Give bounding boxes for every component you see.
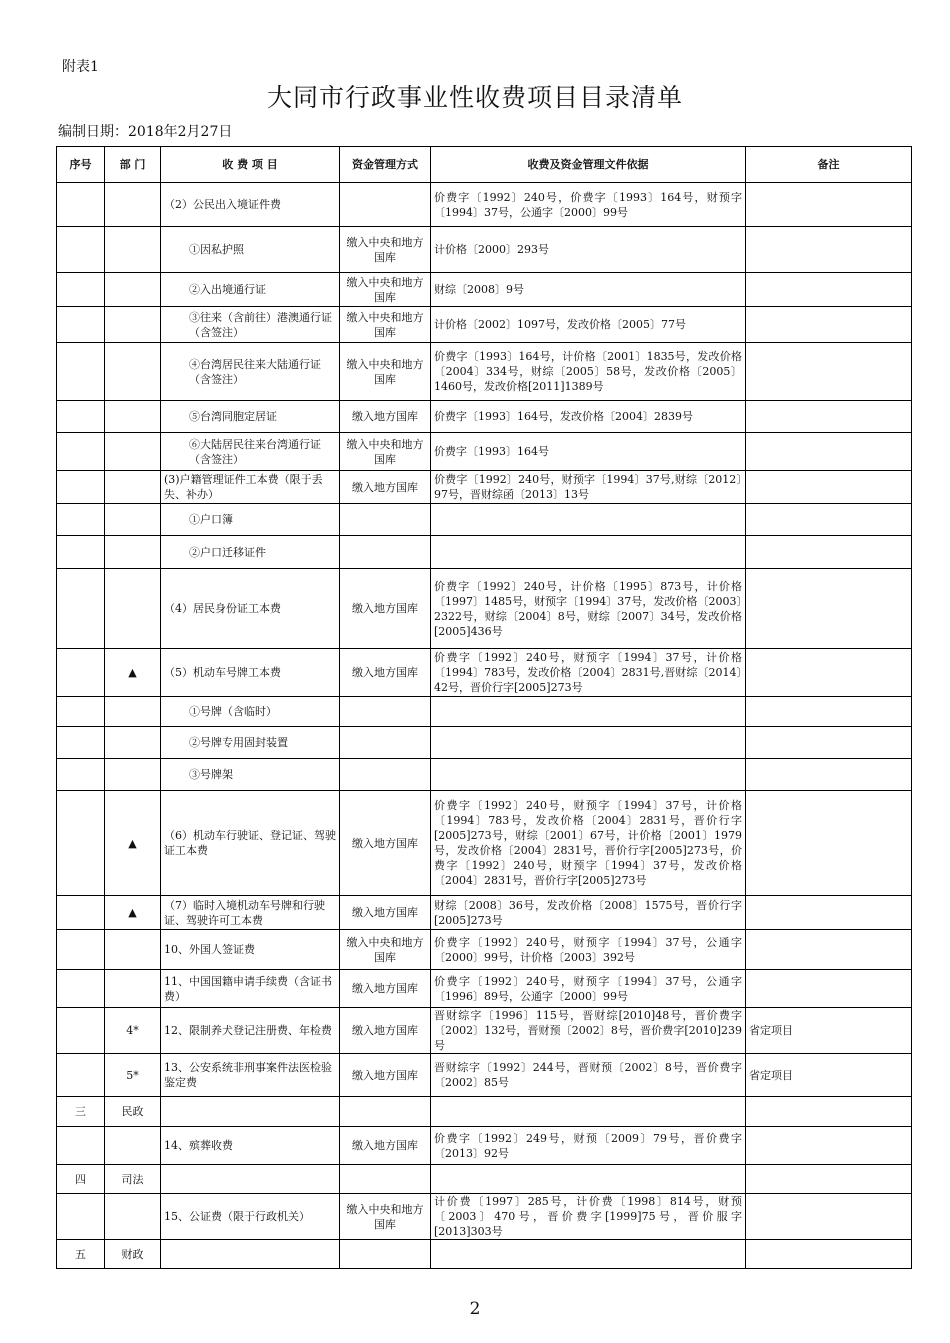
cell-note bbox=[746, 759, 912, 791]
cell-dept: ▲ bbox=[105, 896, 161, 930]
cell-basis bbox=[431, 504, 746, 536]
cell-fund: 缴入中央和地方国库 bbox=[340, 227, 431, 273]
cell-basis: 晋财综字〔1992〕244号，晋财预〔2002〕8号，晋价费字〔2002〕85号 bbox=[431, 1054, 746, 1097]
cell-note bbox=[746, 930, 912, 970]
cell-fund: 缴入地方国库 bbox=[340, 401, 431, 433]
cell-fund: 缴入地方国库 bbox=[340, 791, 431, 896]
cell-seq bbox=[57, 273, 105, 307]
cell-basis bbox=[431, 759, 746, 791]
cell-fund: 缴入中央和地方国库 bbox=[340, 930, 431, 970]
cell-seq bbox=[57, 227, 105, 273]
table-row bbox=[57, 569, 912, 649]
cell-item: ①户口簿 bbox=[161, 504, 340, 536]
cell-seq: 三 bbox=[57, 1097, 105, 1127]
cell-note bbox=[746, 536, 912, 569]
cell-dept bbox=[105, 970, 161, 1008]
cell-basis: 财综〔2008〕9号 bbox=[431, 273, 746, 307]
cell-fund: 缴入地方国库 bbox=[340, 1054, 431, 1097]
cell-basis bbox=[431, 536, 746, 569]
cell-item: ⑤台湾同胞定居证 bbox=[161, 401, 340, 433]
compile-date: 编制日期：2018年2月27日 bbox=[58, 124, 233, 140]
cell-item: （2）公民出入境证件费 bbox=[161, 183, 340, 227]
cell-item: 14、殡葬收费 bbox=[161, 1127, 340, 1165]
cell-basis: 价费字〔1992〕240号，财预字〔1994〕37号,财综〔2012〕97号，晋财综函〔2013〕13号 bbox=[431, 471, 746, 504]
cell-basis: 价费字〔1992〕240号，价费字〔1993〕164号，财预字〔1994〕37号，公通字〔2000〕99号 bbox=[431, 183, 746, 227]
cell-seq bbox=[57, 471, 105, 504]
table-row bbox=[57, 896, 912, 930]
cell-seq: 四 bbox=[57, 1165, 105, 1194]
cell-seq bbox=[57, 649, 105, 697]
cell-note bbox=[746, 727, 912, 759]
table-row bbox=[57, 1054, 912, 1097]
cell-note bbox=[746, 697, 912, 727]
cell-basis: 价费字〔1992〕240号，财预字〔1994〕37号，计价格〔1994〕783号，发改价格〔2004〕2831号，晋价行字[2005]273号，财综〔2001〕67号，计价格〔2001〕1979号，发改价格〔2004〕2831号，晋价行字[2005]273号，价费字〔1992〕240号，财预字〔1994〕37号，发改价格〔2004〕2831号，晋价行字[2005]273号 bbox=[431, 791, 746, 896]
cell-seq bbox=[57, 1127, 105, 1165]
table-row bbox=[57, 536, 912, 569]
cell-basis bbox=[431, 1165, 746, 1194]
cell-note bbox=[746, 1165, 912, 1194]
cell-item: 12、限制养犬登记注册费、年检费 bbox=[161, 1008, 340, 1054]
cell-item: ②入出境通行证 bbox=[161, 273, 340, 307]
cell-seq bbox=[57, 1054, 105, 1097]
cell-note bbox=[746, 1127, 912, 1165]
cell-item: 15、公证费（限于行政机关） bbox=[161, 1194, 340, 1240]
table-header-row bbox=[57, 147, 912, 183]
cell-item: 11、中国国籍申请手续费（含证书费） bbox=[161, 970, 340, 1008]
cell-basis: 价费字〔1992〕240号，财预字〔1994〕37号，计价格〔1994〕783号，发改价格〔2004〕2831号,晋财综〔2014〕42号，晋价行字[2005]273号 bbox=[431, 649, 746, 697]
cell-note: 省定项目 bbox=[746, 1054, 912, 1097]
cell-fund bbox=[340, 504, 431, 536]
table-row bbox=[57, 504, 912, 536]
table-row bbox=[57, 343, 912, 401]
cell-note bbox=[746, 227, 912, 273]
cell-basis bbox=[431, 1240, 746, 1269]
cell-seq bbox=[57, 569, 105, 649]
cell-note: 省定项目 bbox=[746, 1008, 912, 1054]
cell-fund bbox=[340, 1097, 431, 1127]
cell-basis: 价费字〔1992〕249号，财预〔2009〕79号，晋价费字〔2013〕92号 bbox=[431, 1127, 746, 1165]
cell-fund: 缴入中央和地方国库 bbox=[340, 307, 431, 343]
cell-dept: 财政 bbox=[105, 1240, 161, 1269]
col-header-dept: 部 门 bbox=[105, 147, 161, 183]
cell-note bbox=[746, 791, 912, 896]
cell-seq bbox=[57, 1008, 105, 1054]
cell-dept bbox=[105, 273, 161, 307]
cell-note bbox=[746, 1240, 912, 1269]
cell-item: ②户口迁移证件 bbox=[161, 536, 340, 569]
page-number: 2 bbox=[469, 1299, 481, 1319]
cell-item: ⑥大陆居民往来台湾通行证（含签注） bbox=[161, 433, 340, 471]
cell-seq bbox=[57, 1194, 105, 1240]
cell-fund: 缴入地方国库 bbox=[340, 569, 431, 649]
cell-item: ③号牌架 bbox=[161, 759, 340, 791]
cell-fund bbox=[340, 697, 431, 727]
cell-item: （5）机动车号牌工本费 bbox=[161, 649, 340, 697]
page-title: 大同市行政事业性收费项目目录清单 bbox=[266, 83, 683, 112]
table-row bbox=[57, 791, 912, 896]
cell-item: 13、公安系统非刑事案件法医检验鉴定费 bbox=[161, 1054, 340, 1097]
cell-seq bbox=[57, 433, 105, 471]
cell-basis: 价费字〔1993〕164号 bbox=[431, 433, 746, 471]
cell-dept: 5* bbox=[105, 1054, 161, 1097]
cell-dept: 4* bbox=[105, 1008, 161, 1054]
table-row bbox=[57, 1194, 912, 1240]
cell-fund: 缴入地方国库 bbox=[340, 471, 431, 504]
cell-dept bbox=[105, 1127, 161, 1165]
cell-seq bbox=[57, 759, 105, 791]
cell-item: （7）临时入境机动车号牌和行驶证、驾驶许可工本费 bbox=[161, 896, 340, 930]
table-row bbox=[57, 727, 912, 759]
cell-note bbox=[746, 471, 912, 504]
cell-seq bbox=[57, 970, 105, 1008]
cell-fund: 缴入地方国库 bbox=[340, 1127, 431, 1165]
cell-dept: ▲ bbox=[105, 791, 161, 896]
cell-item bbox=[161, 1240, 340, 1269]
cell-dept bbox=[105, 504, 161, 536]
cell-item: ②号牌专用固封装置 bbox=[161, 727, 340, 759]
table-row bbox=[57, 471, 912, 504]
cell-basis: 计价格〔2002〕1097号，发改价格〔2005〕77号 bbox=[431, 307, 746, 343]
cell-dept bbox=[105, 759, 161, 791]
cell-fund: 缴入地方国库 bbox=[340, 970, 431, 1008]
cell-fund bbox=[340, 1165, 431, 1194]
cell-item: ③往来（含前往）港澳通行证（含签注） bbox=[161, 307, 340, 343]
cell-item: ①号牌（含临时） bbox=[161, 697, 340, 727]
cell-basis: 价费字〔1992〕240号，财预字〔1994〕37号，公通字〔1996〕89号，公通字〔2000〕99号 bbox=[431, 970, 746, 1008]
cell-note bbox=[746, 504, 912, 536]
cell-dept bbox=[105, 227, 161, 273]
cell-dept bbox=[105, 307, 161, 343]
cell-item: ①因私护照 bbox=[161, 227, 340, 273]
cell-item: 10、外国人签证费 bbox=[161, 930, 340, 970]
cell-basis: 价费字〔1993〕164号，发改价格〔2004〕2839号 bbox=[431, 401, 746, 433]
cell-fund bbox=[340, 759, 431, 791]
cell-note bbox=[746, 896, 912, 930]
cell-seq bbox=[57, 697, 105, 727]
cell-dept: 司法 bbox=[105, 1165, 161, 1194]
cell-dept bbox=[105, 343, 161, 401]
cell-dept: 民政 bbox=[105, 1097, 161, 1127]
cell-note bbox=[746, 343, 912, 401]
cell-seq bbox=[57, 930, 105, 970]
cell-dept bbox=[105, 433, 161, 471]
cell-seq bbox=[57, 504, 105, 536]
table-row bbox=[57, 273, 912, 307]
col-header-basis: 收费及资金管理文件依据 bbox=[431, 147, 746, 183]
cell-item: ④台湾居民往来大陆通行证（含签注） bbox=[161, 343, 340, 401]
table-row bbox=[57, 307, 912, 343]
cell-note bbox=[746, 649, 912, 697]
cell-dept bbox=[105, 536, 161, 569]
table-row bbox=[57, 697, 912, 727]
cell-basis bbox=[431, 727, 746, 759]
cell-note bbox=[746, 970, 912, 1008]
fee-catalog-table bbox=[56, 146, 912, 1269]
cell-note bbox=[746, 273, 912, 307]
cell-basis bbox=[431, 697, 746, 727]
table-row bbox=[57, 649, 912, 697]
col-header-item: 收 费 项 目 bbox=[161, 147, 340, 183]
cell-fund bbox=[340, 727, 431, 759]
cell-dept bbox=[105, 727, 161, 759]
cell-seq bbox=[57, 791, 105, 896]
cell-note bbox=[746, 569, 912, 649]
table-row bbox=[57, 1127, 912, 1165]
cell-basis bbox=[431, 1097, 746, 1127]
cell-basis: 财综〔2008〕36号，发改价格〔2008〕1575号，晋价行字[2005]273号 bbox=[431, 896, 746, 930]
cell-note bbox=[746, 183, 912, 227]
cell-dept bbox=[105, 183, 161, 227]
col-header-fund: 资金管理方式 bbox=[340, 147, 431, 183]
cell-note bbox=[746, 307, 912, 343]
cell-item: （4）居民身份证工本费 bbox=[161, 569, 340, 649]
table-row bbox=[57, 183, 912, 227]
cell-item: （6）机动车行驶证、登记证、驾驶证工本费 bbox=[161, 791, 340, 896]
cell-basis: 计价费〔1997〕285号，计价费〔1998〕814号，财预〔2003〕470号，晋价费字[1999]75号，晋价服字[2013]303号 bbox=[431, 1194, 746, 1240]
table-row bbox=[57, 227, 912, 273]
cell-seq bbox=[57, 401, 105, 433]
cell-item bbox=[161, 1165, 340, 1194]
cell-item bbox=[161, 1097, 340, 1127]
cell-dept bbox=[105, 697, 161, 727]
cell-dept bbox=[105, 1194, 161, 1240]
cell-fund bbox=[340, 536, 431, 569]
table-row bbox=[57, 970, 912, 1008]
cell-item: (3)户籍管理证件工本费（限于丢失、补办） bbox=[161, 471, 340, 504]
cell-dept bbox=[105, 569, 161, 649]
cell-basis: 价费字〔1992〕240号，财预字〔1994〕37号，公通字〔2000〕99号，计价格〔2003〕392号 bbox=[431, 930, 746, 970]
col-header-note: 备注 bbox=[746, 147, 912, 183]
cell-fund: 缴入中央和地方国库 bbox=[340, 273, 431, 307]
cell-dept bbox=[105, 471, 161, 504]
cell-basis: 计价格〔2000〕293号 bbox=[431, 227, 746, 273]
cell-note bbox=[746, 433, 912, 471]
table-row bbox=[57, 1240, 912, 1269]
cell-seq bbox=[57, 727, 105, 759]
table-row bbox=[57, 433, 912, 471]
cell-dept bbox=[105, 401, 161, 433]
cell-note bbox=[746, 1194, 912, 1240]
cell-seq bbox=[57, 183, 105, 227]
cell-fund bbox=[340, 183, 431, 227]
cell-dept: ▲ bbox=[105, 649, 161, 697]
cell-seq bbox=[57, 307, 105, 343]
cell-fund: 缴入地方国库 bbox=[340, 649, 431, 697]
attachment-label: 附表1 bbox=[62, 59, 99, 75]
cell-seq bbox=[57, 536, 105, 569]
cell-basis: 价费字〔1992〕240号，计价格〔1995〕873号，计价格〔1997〕1485号，财预字〔1994〕37号，发改价格〔2003〕2322号，财综〔2004〕8号，财综〔2007〕34号，发改价格[2005]436号 bbox=[431, 569, 746, 649]
cell-fund: 缴入中央和地方国库 bbox=[340, 1194, 431, 1240]
cell-note bbox=[746, 1097, 912, 1127]
table-row bbox=[57, 1165, 912, 1194]
cell-note bbox=[746, 401, 912, 433]
table-row bbox=[57, 930, 912, 970]
cell-seq bbox=[57, 896, 105, 930]
cell-fund: 缴入中央和地方国库 bbox=[340, 343, 431, 401]
cell-fund bbox=[340, 1240, 431, 1269]
cell-basis: 价费字〔1993〕164号，计价格〔2001〕1835号，发改价格〔2004〕334号，财综〔2005〕58号，发改价格〔2005〕1460号，发改价格[2011]1389号 bbox=[431, 343, 746, 401]
cell-seq bbox=[57, 343, 105, 401]
cell-basis: 晋财综字〔1996〕115号，晋财综[2010]48号，晋价费字〔2002〕132号，晋财预〔2002〕8号，晋价费字[2010]239号 bbox=[431, 1008, 746, 1054]
cell-seq: 五 bbox=[57, 1240, 105, 1269]
cell-dept bbox=[105, 930, 161, 970]
col-header-seq: 序号 bbox=[57, 147, 105, 183]
table-row bbox=[57, 759, 912, 791]
cell-fund: 缴入中央和地方国库 bbox=[340, 433, 431, 471]
cell-fund: 缴入地方国库 bbox=[340, 1008, 431, 1054]
table-row bbox=[57, 1008, 912, 1054]
table-row bbox=[57, 1097, 912, 1127]
table-row bbox=[57, 401, 912, 433]
cell-fund: 缴入地方国库 bbox=[340, 896, 431, 930]
